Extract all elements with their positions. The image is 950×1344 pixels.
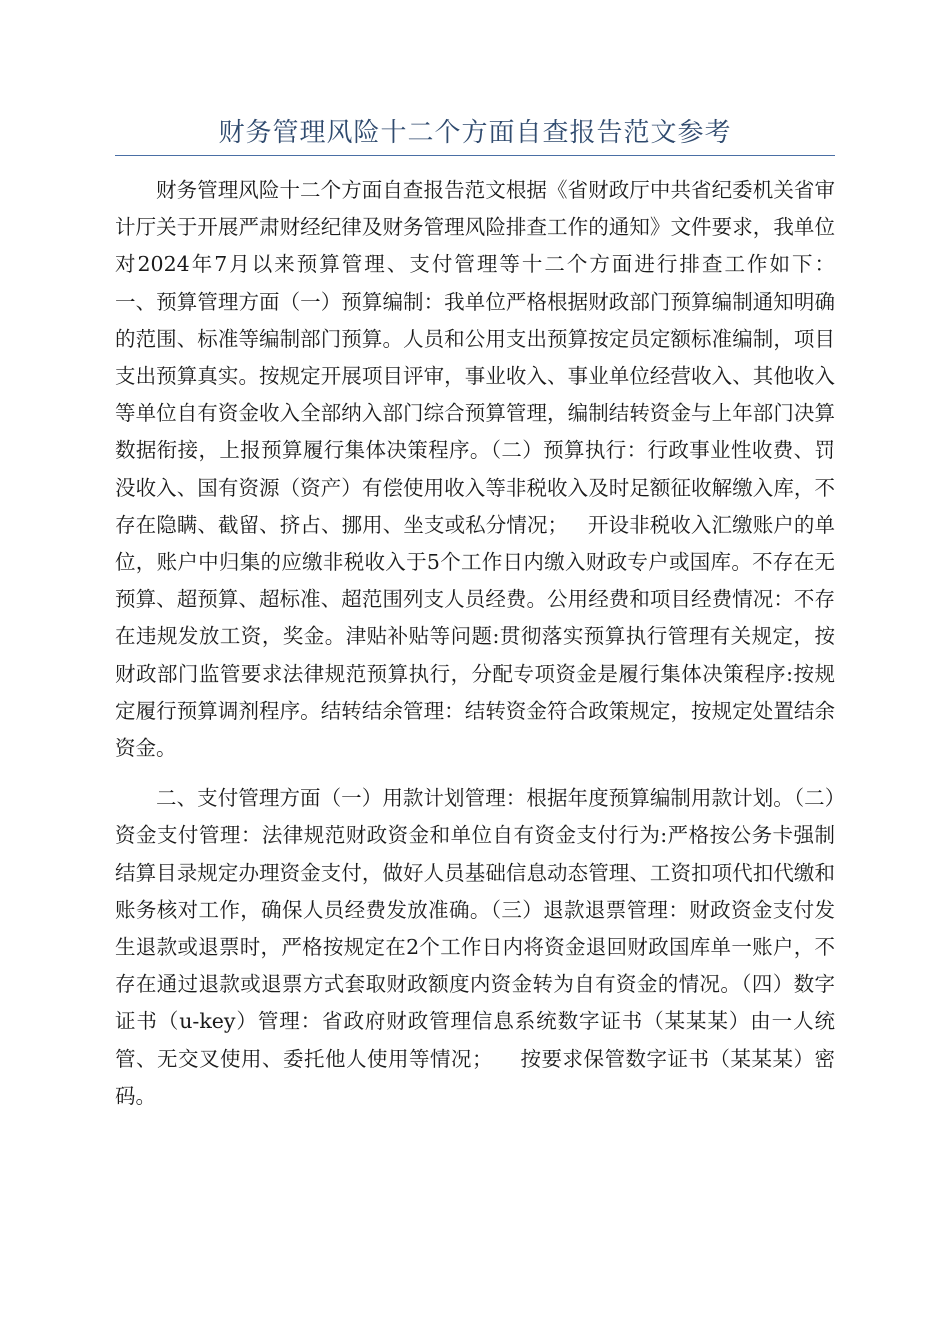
paragraph-2: 二、支付管理方面（一）用款计划管理：根据年度预算编制用款计划。（二）资金支付管理：法律规范财政资金和单位自有资金支付行为:严格按公务卡强制结算目录规定办理资金支付，做好人员基础信息动态管理、工资扣项代扣代缴和账务核对工作，确保人员经费发放准确。（三）退款退票管理：财政资金支付发生退款或退票时，严格按规定在2个工作日内将资金退回财政国库单一账户，不存在通过退款或退票方式套取财政额度内资金转为自有资金的情况。（四）数字证书（u-key）管理：省政府财政管理信息系统数字证书（某某某）由一人统管、无交叉使用、委托他人使用等情况； 按要求保管数字证书（某某某）密码。 (115, 786, 835, 1108)
document-title: 财务管理风险十二个方面自查报告范文参考 (218, 118, 732, 148)
paragraph-1: 财务管理风险十二个方面自查报告范文根据《省财政厅中共省纪委机关省审计厅关于开展严肃财经纪律及财务管理风险排查工作的通知》文件要求，我单位对2024年7月以来预算管理、支付管理等十二个方面进行排查工作如下： 一、预算管理方面（一）预算编制：我单位严格根据财政部门预算编制通知明确的范围、标准等编制部门预算。人员和公用支出预算按定员定额标准编制，项目支出预算真实。按规定开展项目评审，事业收入、事业单位经营收入、其他收入等单位自有资金收入全部纳入部门综合预算管理，编制结转资金与上年部门决算数据衔接，上报预算履行集体决策程序。（二）预算执行：行政事业性收费、罚没收入、国有资源（资产）有偿使用收入等非税收入及时足额征收解缴入库，不存在隐瞒、截留、挤占、挪用、坐支或私分情况； 开设非税收入汇缴账户的单位，账户中归集的应缴非税收入于5个工作日内缴入财政专户或国库。不存在无预算、超预算、超标准、超范围列支人员经费。公用经费和项目经费情况：不存在违规发放工资，奖金。津贴补贴等问题:贯彻落实预算执行管理有关规定，按财政部门监管要求法律规范预算执行，分配专项资金是履行集体决策程序:按规定履行预算调剂程序。结转结余管理：结转资金符合政策规定，按规定处置结余资金。 (115, 178, 862, 761)
title-underline (115, 155, 835, 156)
document-body (115, 172, 862, 1115)
